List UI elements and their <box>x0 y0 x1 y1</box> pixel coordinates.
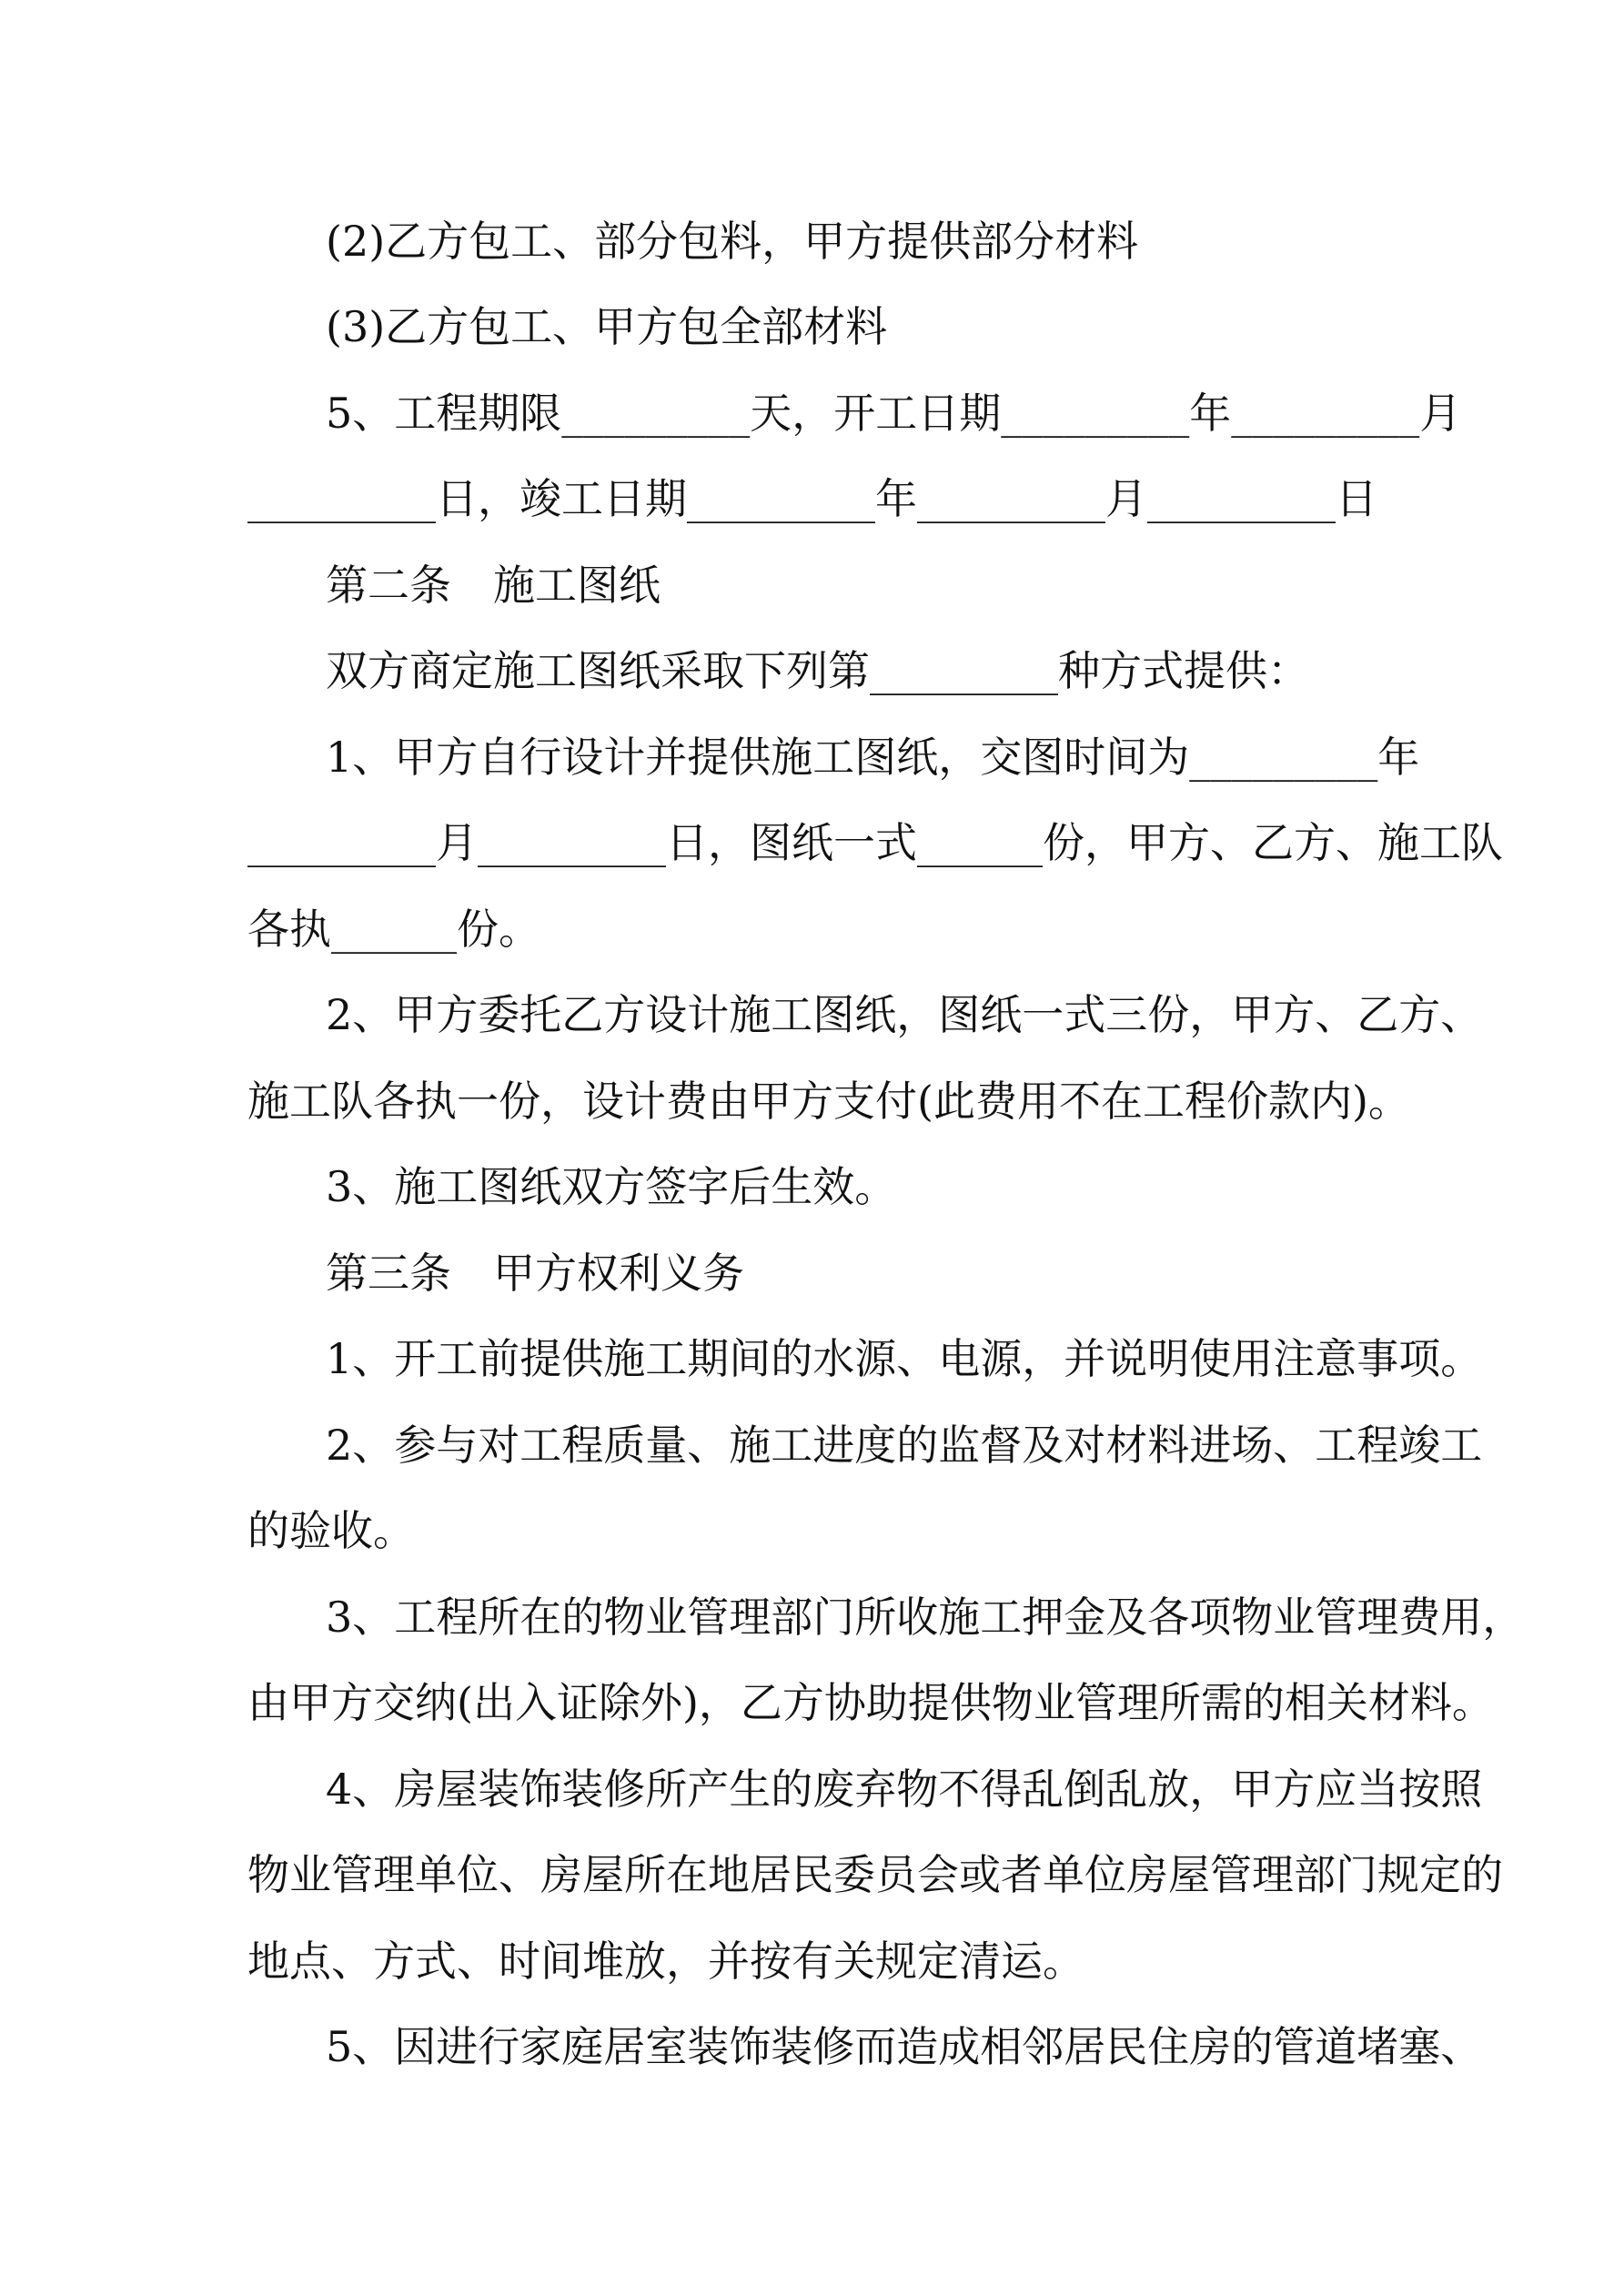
text-line: 5、工程期限_________天，开工日期_________年_________月 <box>326 389 1462 438</box>
text-line: 的验收。 <box>247 1506 415 1555</box>
text-line: (3)乙方包工、甲方包全部材料 <box>326 302 888 351</box>
text-line: 双方商定施工图纸采取下列第_________种方式提供： <box>326 646 1309 695</box>
text-line: 1、甲方自行设计并提供施工图纸，交图时间为_________年 <box>326 733 1420 782</box>
text-line: _________日，竣工日期_________年_________月_________日 <box>247 474 1377 523</box>
text-line: 5、因进行家庭居室装饰装修而造成相邻居民住房的管道堵塞、 <box>326 2022 1483 2071</box>
text-line: 3、工程所在的物业管理部门所收施工押金及各项物业管理费用， <box>326 1593 1525 1642</box>
text-line: 2、参与对工程质量、施工进度的监督及对材料进场、工程竣工 <box>326 1421 1483 1470</box>
text-line: 1、开工前提供施工期间的水源、电源，并说明使用注意事项。 <box>326 1334 1483 1383</box>
text-line: 由甲方交纳(出入证除外)，乙方协助提供物业管理所需的相关材料。 <box>247 1678 1494 1727</box>
text-line: 2、甲方委托乙方设计施工图纸，图纸一式三份，甲方、乙方、 <box>326 990 1483 1039</box>
text-line: (2)乙方包工、部分包料，甲方提供部分材料 <box>326 217 1139 266</box>
text-line: 地点、方式、时间堆放，并按有关规定清运。 <box>247 1937 1084 1986</box>
text-line: 各执______份。 <box>247 905 540 954</box>
text-line: 物业管理单位、房屋所在地居民委员会或者单位房屋管理部门规定的 <box>247 1850 1503 1899</box>
text-line: 4、房屋装饰装修所产生的废弃物不得乱倒乱放，甲方应当按照 <box>326 1765 1483 1814</box>
text-line: _________月_________日，图纸一式______份，甲方、乙方、施工队 <box>247 818 1503 867</box>
text-line: 3、施工图纸双方签字后生效。 <box>326 1162 897 1211</box>
section-heading: 第三条 甲方权利义务 <box>326 1249 744 1298</box>
section-heading: 第二条 施工图纸 <box>326 561 661 610</box>
text-line: 施工队各执一份，设计费由甲方支付(此费用不在工程价款内)。 <box>247 1077 1410 1126</box>
